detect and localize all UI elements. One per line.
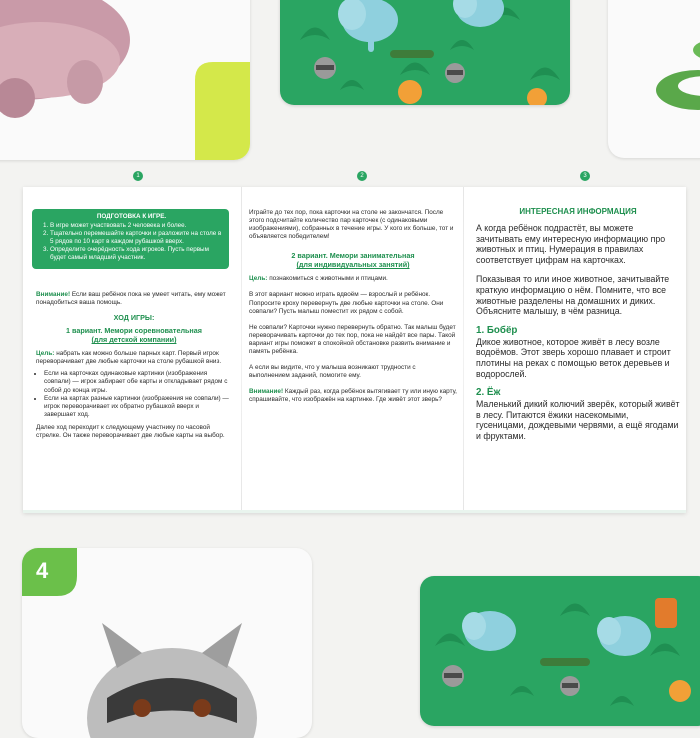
card-number: 4 <box>36 558 49 583</box>
rule-bullet: • Если на карточках одинаковые картинки (изображения совпали) — игрок забирает обе карты и откладывает рядом с собой до конца игры. <box>44 370 232 394</box>
fold-line <box>241 187 242 513</box>
animal-text: Маленький дикий колючий зверёк, который живёт в лесу. Питаются ёжики насекомыми, гусеницами, дождевыми червями, а ещё ягодами и фруктами. <box>476 399 680 441</box>
raccoon-icon <box>314 57 336 79</box>
prep-box <box>32 209 229 269</box>
prep-title: ПОДГОТОВКА К ИГРЕ. <box>96 213 167 220</box>
fold-line <box>463 187 464 513</box>
animal-title: 2. Ёж <box>476 387 501 399</box>
attention-note: Внимание! Если ваш ребёнок пока не умеет читать, ему может понадобиться ваша помощь. <box>36 291 226 307</box>
hippo-illustration <box>0 0 250 160</box>
paragraph: Не совпали? Карточки нужно перевернуть обратно. Так малыш будет переворачивать карточки до тех пор, пока не найдёт все пары. Такой вариант игры поможет в спокойной обстановке развить внимание и память ребёнка. <box>249 323 456 356</box>
moves-title: ХОД ИГРЫ: <box>113 313 155 323</box>
animal-title: 1. Бобёр <box>476 324 518 336</box>
card-corner-accent <box>195 62 250 160</box>
raccoon-illustration <box>22 548 312 738</box>
info-title: ИНТЕРЕСНАЯ ИНФОРМАЦИЯ <box>519 207 637 216</box>
raccoon-icon <box>560 676 580 696</box>
goal-text: Цель: набрать как можно больше парных карт. Первый игрок переворачивает две любые карточки на столе рубашкой вниз. <box>36 350 222 366</box>
paragraph: А если вы видите, что у малыша возникают трудности с выполнением заданий, помогите ему. <box>249 364 416 380</box>
jungle-pattern-bottom <box>420 576 700 726</box>
lion-icon <box>398 80 422 104</box>
elephant-icon <box>453 0 504 27</box>
variant1-title: 1 вариант. Мемори соревновательная <box>66 326 202 336</box>
intro-text: Играйте до тех пор, пока карточки на столе не закончатся. После этого подсчитайте количество пар карточек (с одинаковыми изображениями), собранных в течение игры. У кого их больше, тот и объявляется победителем! <box>249 209 454 241</box>
card-raccoon <box>22 548 312 738</box>
goal-text: Цель: познакомиться с животными и птицами. <box>249 275 388 283</box>
prep-item: 1. В игре может участвовать 2 человека и более. <box>50 222 223 230</box>
variant1-subtitle: (для детской компании) <box>91 335 177 345</box>
card-number-badge <box>22 548 77 596</box>
elephant-icon <box>597 616 651 656</box>
card-hippo <box>0 0 250 160</box>
closing-text: Далее ход переходит к следующему участнику по часовой стрелке. Он также переворачивает две любые карты на выбор. <box>36 423 225 440</box>
card-back-top <box>280 0 570 105</box>
raccoon-icon <box>442 665 464 687</box>
fox-icon <box>655 598 677 628</box>
crocodile-icon <box>390 50 434 58</box>
rules-leaflet <box>23 173 686 513</box>
card-snake <box>608 0 700 158</box>
leaflet-bottom-stripe <box>23 510 686 513</box>
variant2-title: 2 вариант. Мемори занимательная <box>291 251 415 261</box>
paragraph: Показывая то или иное животное, зачитывайте краткую информацию о нём. Помните, что все животные разделены на домашних и диких. Объясните малышу, в чём разница. <box>476 274 670 317</box>
elephant-icon <box>462 611 516 651</box>
prep-item: 3. Определите очерёдность хода игроков. Пусть первым будет самый младший участник. <box>50 246 223 262</box>
attention-note: Внимание! Каждый раз, когда ребёнок вытягивает ту или иную карту, спрашивайте, что изображён на картинке. Где живёт этот зверь? <box>249 388 457 404</box>
variant2-subtitle: (для индивидуальных занятий) <box>296 260 410 270</box>
page-number: 3 <box>580 171 590 181</box>
snake-illustration <box>608 0 700 158</box>
page-number: 1 <box>133 171 143 181</box>
raccoon-icon <box>445 63 465 83</box>
jungle-pattern-top <box>280 0 570 105</box>
rule-bullet: • Если на картах разные картинки (изображения не совпали) — игрок переворачивает их обратно рубашкой вверх и завершает ход. <box>44 395 232 419</box>
page-number: 2 <box>357 171 367 181</box>
crocodile-icon <box>540 658 590 666</box>
lion-icon <box>669 680 691 702</box>
elephant-icon <box>338 0 398 52</box>
paragraph: В этот вариант можно играть вдвоём — взрослый и ребёнок. Попросите кроху перевернуть две любые карточки на столе. Они совпали? Пусть малыш поместит их рядом с собой. <box>249 291 444 315</box>
animal-text: Дикое животное, которое живёт в лесу возле водоёмов. Этот зверь хорошо плавает и строит плотины на реках с помощью веток деревьев и водорослей. <box>476 336 671 379</box>
prep-item: 2. Тщательно перемешайте карточки и разложите на столе в 5 рядов по 10 карт в каждом рубашкой вверх. <box>50 230 223 246</box>
lion-icon <box>527 88 547 105</box>
card-back-bottom <box>420 576 700 726</box>
paragraph: А когда ребёнок подрастёт, вы можете зачитывать ему интересную информацию про животных и птиц. Нумерация в правилах соответствует цифрам на карточках. <box>476 223 666 265</box>
